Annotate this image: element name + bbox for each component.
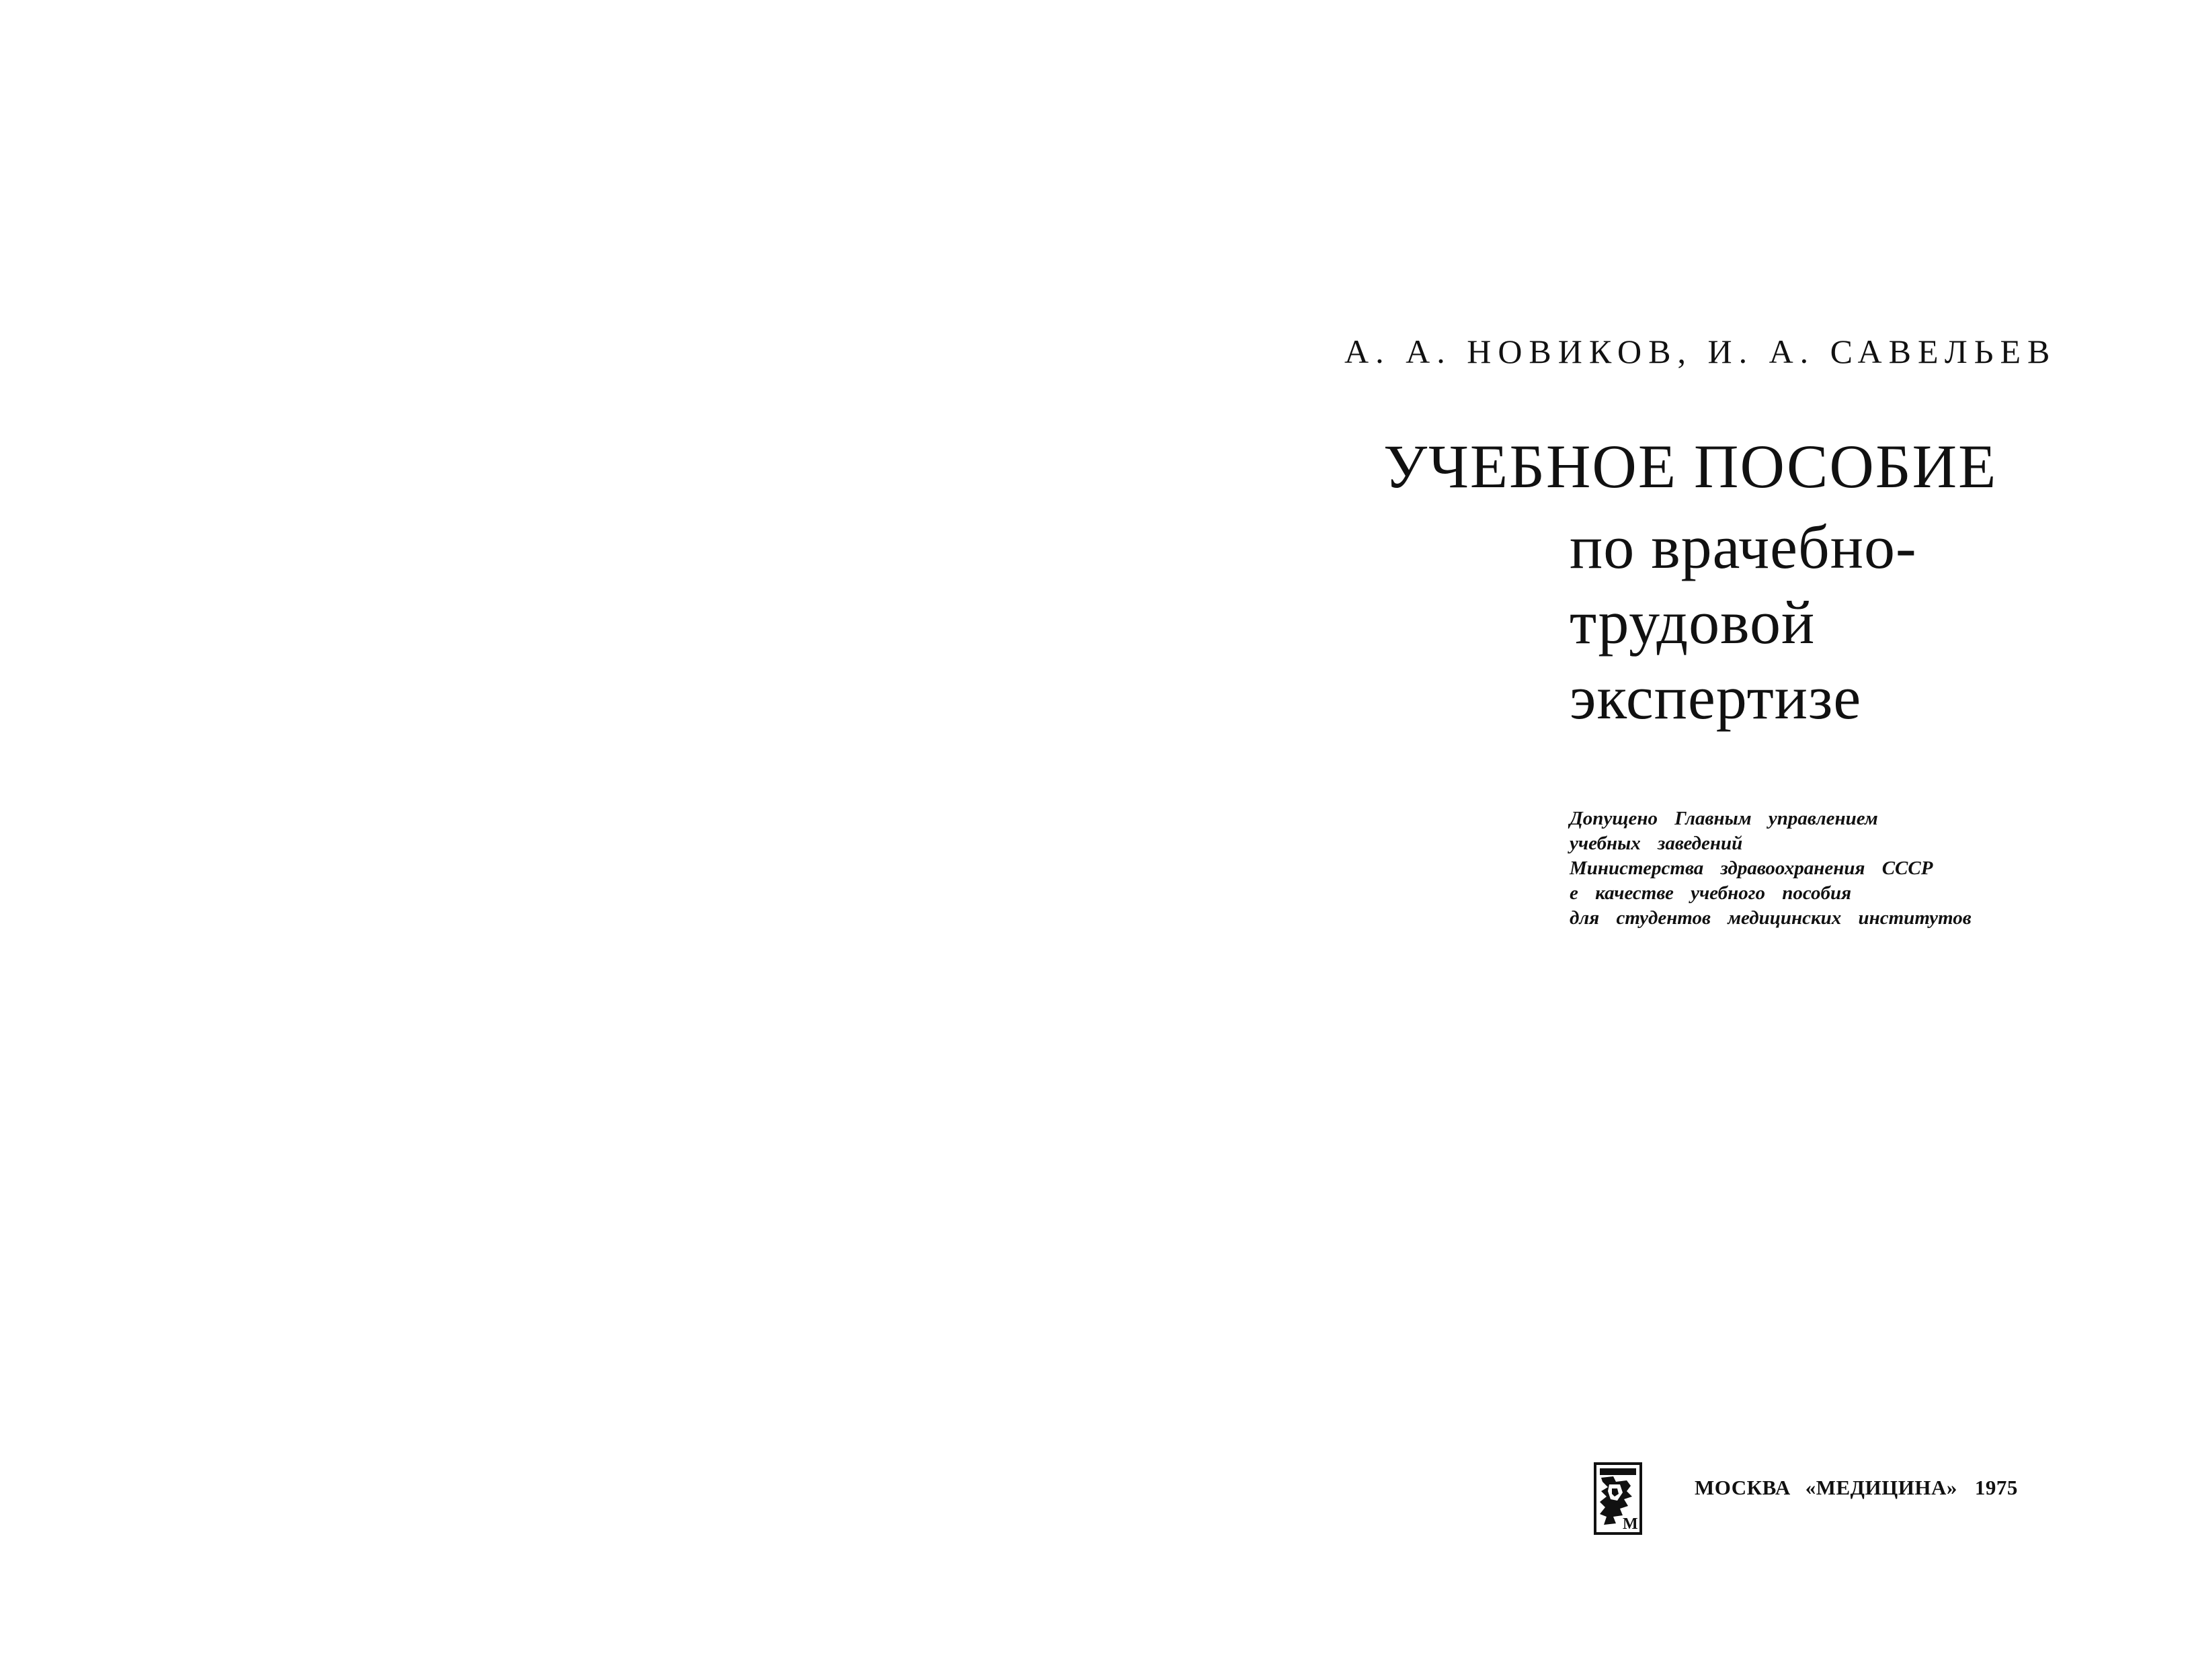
imprint-city: МОСКВА <box>1695 1476 1791 1499</box>
approval-line-3: Министерства здравоохранения СССР <box>1570 857 1933 879</box>
approval-line-4: е качестве учебного пособия <box>1570 882 1852 904</box>
imprint-publisher: «МЕДИЦИНА» <box>1805 1476 1957 1499</box>
approval-line-1: Допущено Главным управлением <box>1570 808 1878 829</box>
publisher-emblem-icon <box>1593 1462 1643 1536</box>
imprint-year: 1975 <box>1974 1476 2018 1499</box>
publisher-emblem-letter: М <box>1623 1515 1638 1533</box>
book-title-main: УЧЕБНОЕ ПОСОБИЕ <box>1383 432 1998 501</box>
book-title-line-1: по врачебно- <box>1570 513 1917 581</box>
approval-line-5: для студентов медицинских институтов <box>1570 907 1972 929</box>
book-title-line-2: трудовой <box>1570 588 1816 657</box>
authors-line: А. А. НОВИКОВ, И. А. САВЕЛЬЕВ <box>1344 333 2057 370</box>
imprint-line <box>1695 1477 2018 1498</box>
book-title-line-3: экспертизе <box>1570 663 1862 732</box>
approval-note <box>1570 806 1972 931</box>
approval-line-2: учебных заведений <box>1570 833 1743 854</box>
